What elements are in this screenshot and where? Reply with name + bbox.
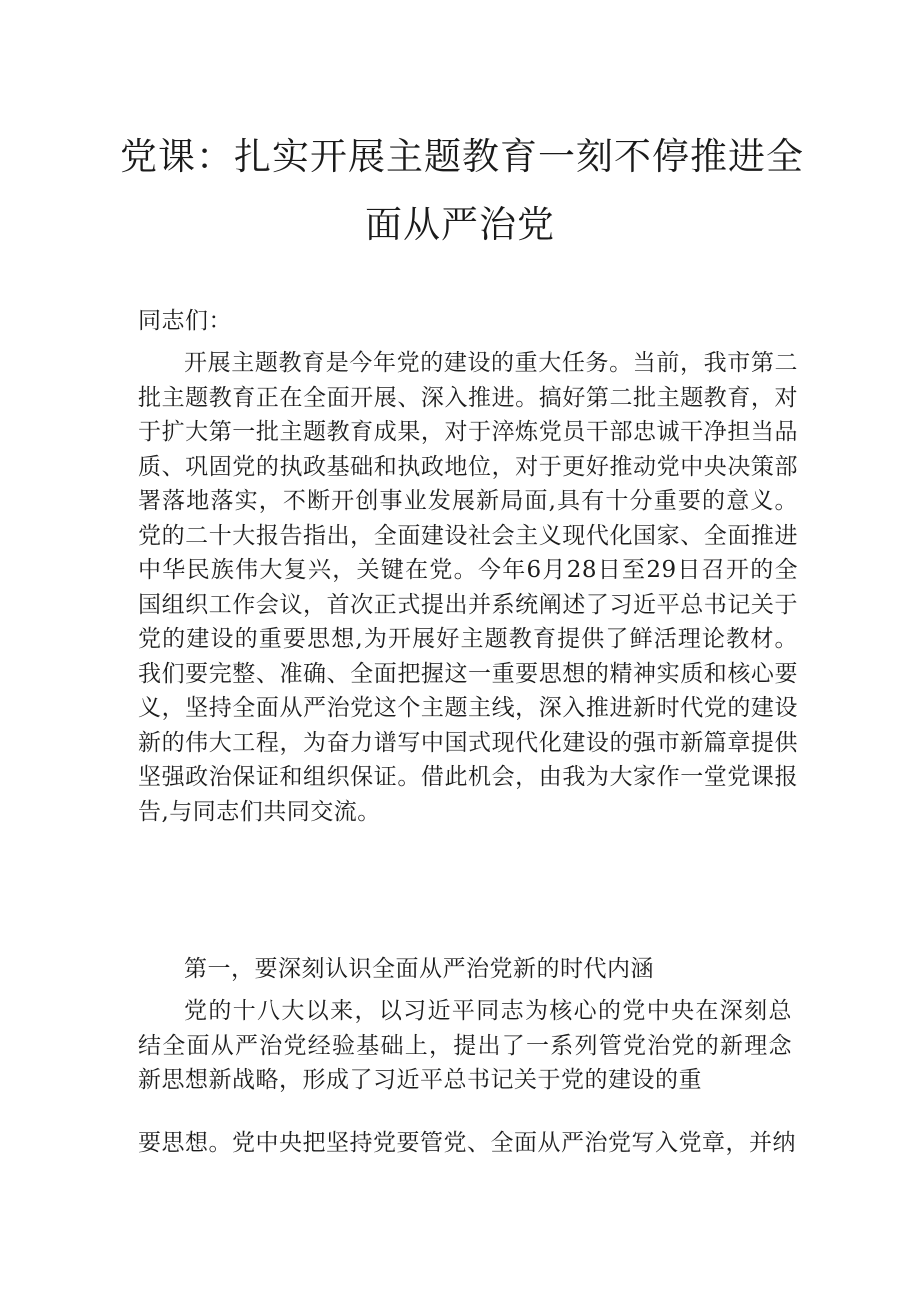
body-paragraph-2: 党的十八大以来，以习近平同志为核心的党中央在深刻总结全面从严治党经验基础上，提出了一系列管党治党的新理念新思想新战略，形成了习近平总书记关于党的建设的重	[138, 998, 792, 1093]
salutation: 同志们：	[138, 308, 232, 334]
body-paragraph-3: 要思想。党中央把坚持党要管党、全面从严治党写入党章，并纳	[138, 1130, 796, 1156]
section-heading-1: 第一，要深刻认识全面从严治党新的时代内涵	[184, 956, 654, 982]
document-title-line-2: 面从严治党	[365, 203, 555, 246]
body-paragraph-1: 开展主题教育是今年党的建设的重大任务。当前，我市第二批主题教育正在全面开展、深入推进。搞好第二批主题教育，对于扩大第一批主题教育成果，对于淬炼党员干部忠诚干净担当品质、巩固党的执政基础和执政地位，对于更好推动党中央决策部署落地落实，不断开创事业发展新局面,具有十分重要的意义。党的二十大报告指出，全面建设社会主义现代化国家、全面推进中华民族伟大复兴，关键在党。今年6月28日至29日召开的全国组织工作会议，首次正式提出并系统阐述了习近平总书记关于党的建设的重要思想,为开展好主题教育提供了鲜活理论教材。我们要完整、准确、全面把握这一重要思想的精神实质和核心要义，坚持全面从严治党这个主题主线，深入推进新时代党的建设新的伟大工程，为奋力谱写中国式现代化建设的强市新篇章提供坚强政治保证和组织保证。借此机会，由我为大家作一堂党课报告,与同志们共同交流。	[138, 350, 798, 825]
document-title-line-1: 党课：扎实开展主题教育一刻不停推进全	[120, 135, 804, 178]
